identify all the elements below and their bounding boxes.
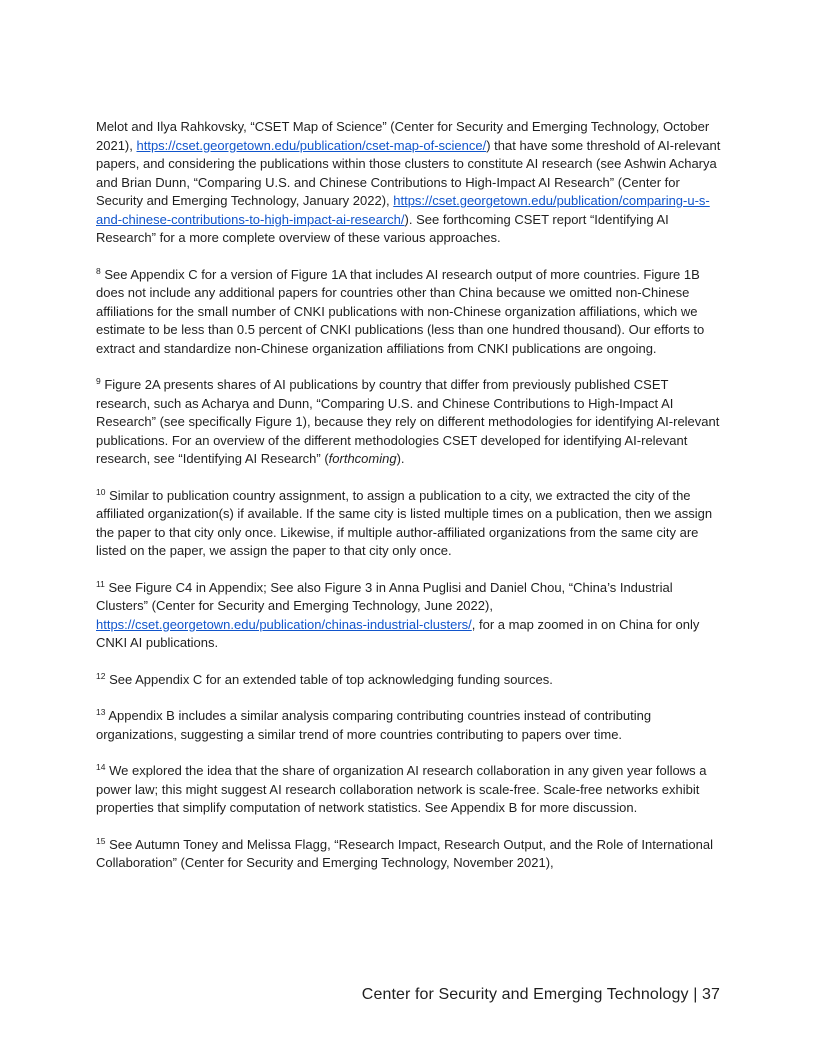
endnote-number: 9 xyxy=(96,376,101,386)
endnote-number: 12 xyxy=(96,670,106,681)
endnote-text: Melot and Ilya Rahkovsky, “CSET Map of Science” (Center for Security and Emerging Technology, October 2021), xyxy=(96,119,710,153)
endnote-9 xyxy=(96,376,722,469)
endnote-continued xyxy=(96,118,722,248)
endnote-text: See Figure C4 in Appendix; See also Figure 3 in Anna Puglisi and Daniel Chou, “China’s Industrial Clusters” (Center for Security and Emerging Technology, June 2022), xyxy=(96,579,673,613)
endnote-text: Appendix B includes a similar analysis comparing contributing countries instead of contributing organizations, suggesting a similar trend of more countries contributing to papers over time. xyxy=(96,708,652,742)
endnote-8 xyxy=(96,266,722,359)
endnote-number: 13 xyxy=(96,707,106,717)
endnote-number: 10 xyxy=(96,486,106,497)
endnote-15 xyxy=(96,836,722,873)
endnote-12 xyxy=(96,671,722,690)
map-of-science-link[interactable]: https://cset.georgetown.edu/publication/cset-map-of-science/ xyxy=(136,137,487,153)
endnote-text: We explored the idea that the share of organization AI research collaboration in any given year follows a power law; this might suggest AI research collaboration network is scale-free. Scale-free networks exhibit properties that simplify computation of network statistics. See Appendix B for more discussion. xyxy=(96,763,707,815)
endnote-14 xyxy=(96,762,722,818)
endnote-number: 15 xyxy=(96,835,106,846)
endnote-text: ). See forthcoming CSET report “Identifying AI Research” for a more complete overview of these various approaches. xyxy=(96,211,669,245)
endnote-italic: forthcoming xyxy=(328,451,397,466)
endnote-10 xyxy=(96,487,722,561)
endnote-number: 14 xyxy=(96,762,106,772)
endnotes-body xyxy=(96,118,722,891)
endnote-11 xyxy=(96,579,722,653)
endnote-text: See Appendix C for an extended table of top acknowledging funding sources. xyxy=(105,671,553,687)
endnote-number: 11 xyxy=(96,578,105,589)
industrial-clusters-link[interactable]: https://cset.georgetown.edu/publication/chinas-industrial-clusters/ xyxy=(96,616,472,632)
endnote-text: Figure 2A presents shares of AI publications by country that differ from previously published CSET research, such as Acharya and Dunn, “Comparing U.S. and Chinese Contributions to High-Impact AI Research” (see specifically Figure 1), because they rely on different methodologies for identifying AI-relevant publications. For an overview of the different methodologies CSET developed for identifying AI-relevant research, see “Identifying AI Research” ( xyxy=(96,377,720,466)
endnote-text: , for a map zoomed in on China for only CNKI AI publications. xyxy=(96,616,700,650)
endnote-text: See Autumn Toney and Melissa Flagg, “Research Impact, Research Output, and the Role of International Collaboration” (Center for Security and Emerging Technology, November 2021), xyxy=(96,836,713,870)
endnote-text: See Appendix C for a version of Figure 1A that includes AI research output of more countries. Figure 1B does not include any additional papers for countries other than China because we omitted non-Chinese affiliations for the small number of CNKI publications with non-Chinese organization affiliations, which we estimate to be less than 0.5 percent of CNKI publications (less than one hundred thousand). Our efforts to extract and standardize non-Chinese organization affiliations from CNKI publications are ongoing. xyxy=(96,266,705,356)
endnote-text: ). xyxy=(396,451,405,466)
endnote-text: Similar to publication country assignment, to assign a publication to a city, we extracted the city of the affiliated organization(s) if available. If the same city is listed multiple times on a publication, then we assign the paper to that city only once. Likewise, if multiple author-affiliated organizations from the same city are listed on the paper, we assign the paper to that city only once. xyxy=(96,487,713,558)
endnote-number: 8 xyxy=(96,265,101,276)
endnote-13 xyxy=(96,707,722,744)
page-footer: Center for Security and Emerging Technology | 37 xyxy=(361,986,720,1003)
high-impact-ai-research-link[interactable]: https://cset.georgetown.edu/publication/comparing-u-s-and-chinese-contributions-to-high-impact-ai-research/ xyxy=(96,193,710,227)
endnote-text: ) that have some threshold of AI-relevant papers, and considering the publications within those clusters to constitute AI research (see Ashwin Acharya and Brian Dunn, “Comparing U.S. and Chinese Contributions to High-Impact AI Research” (Center for Security and Emerging Technology, January 2022), xyxy=(96,137,721,208)
